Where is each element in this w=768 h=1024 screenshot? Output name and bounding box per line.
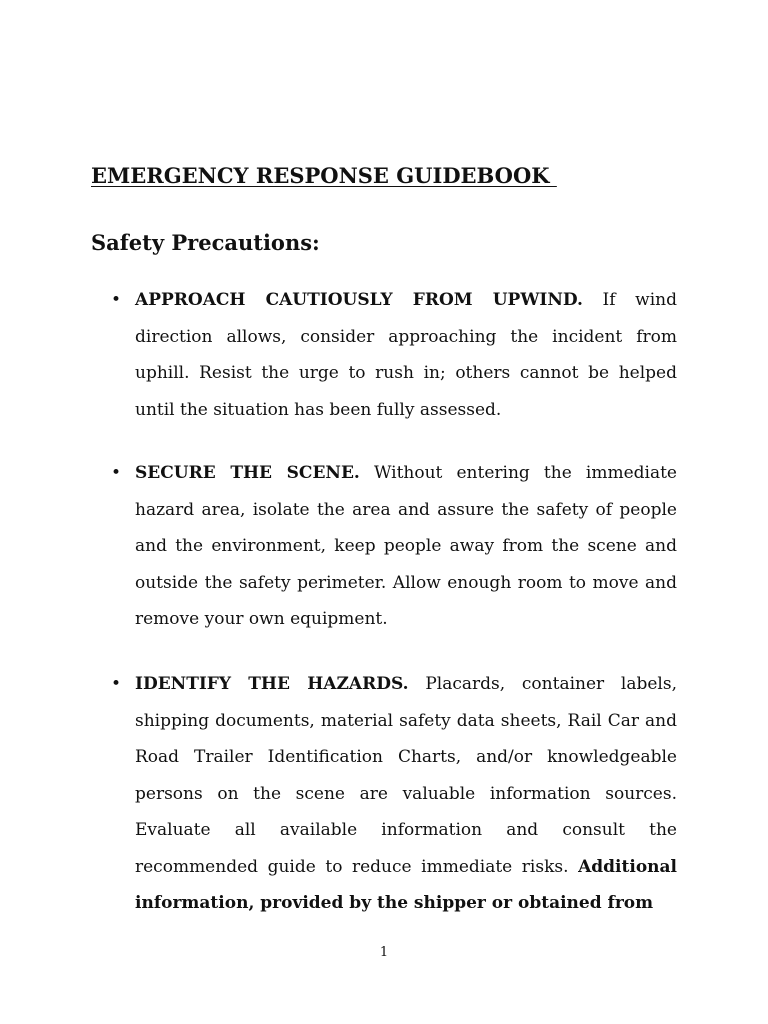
bullet-lead: APPROACH CAUTIOUSLY FROM UPWIND. xyxy=(135,290,583,310)
list-item xyxy=(111,455,677,638)
bullet-body: Without entering the immediate hazard area, isolate the area and assure the safety of people and the environment, keep people away from the scene and outside the safety perimeter. Allow enough room to move and remove your own equipment. xyxy=(135,463,677,629)
document-title: EMERGENCY RESPONSE GUIDEBOOK xyxy=(91,163,557,188)
bullet-body: If wind direction allows, consider approaching the incident from uphill. Resist the urge to rush in; others cannot be helped until the situation has been fully assessed. xyxy=(135,290,677,420)
bullet-lead: IDENTIFY THE HAZARDS. xyxy=(135,674,409,694)
bullet-trailing-bold: Additional information, provided by the shipper or obtained from xyxy=(135,856,677,913)
page-number: 1 xyxy=(379,945,389,960)
list-item xyxy=(111,666,677,922)
bullet-icon: • xyxy=(111,290,122,310)
section-heading: Safety Precautions: xyxy=(91,230,320,255)
bullet-icon: • xyxy=(111,463,122,483)
list-item xyxy=(111,282,677,428)
bullet-body: Placards, container labels, shipping documents, material safety data sheets, Rail Car and Road Trailer Identification Charts, and/or knowledgeable persons on the scene are valuable information sources. Evaluate all available information and consult the recommended guide to reduce immediate risks. xyxy=(135,674,677,877)
bullet-icon: • xyxy=(111,674,122,694)
bullet-lead: SECURE THE SCENE. xyxy=(135,463,360,483)
